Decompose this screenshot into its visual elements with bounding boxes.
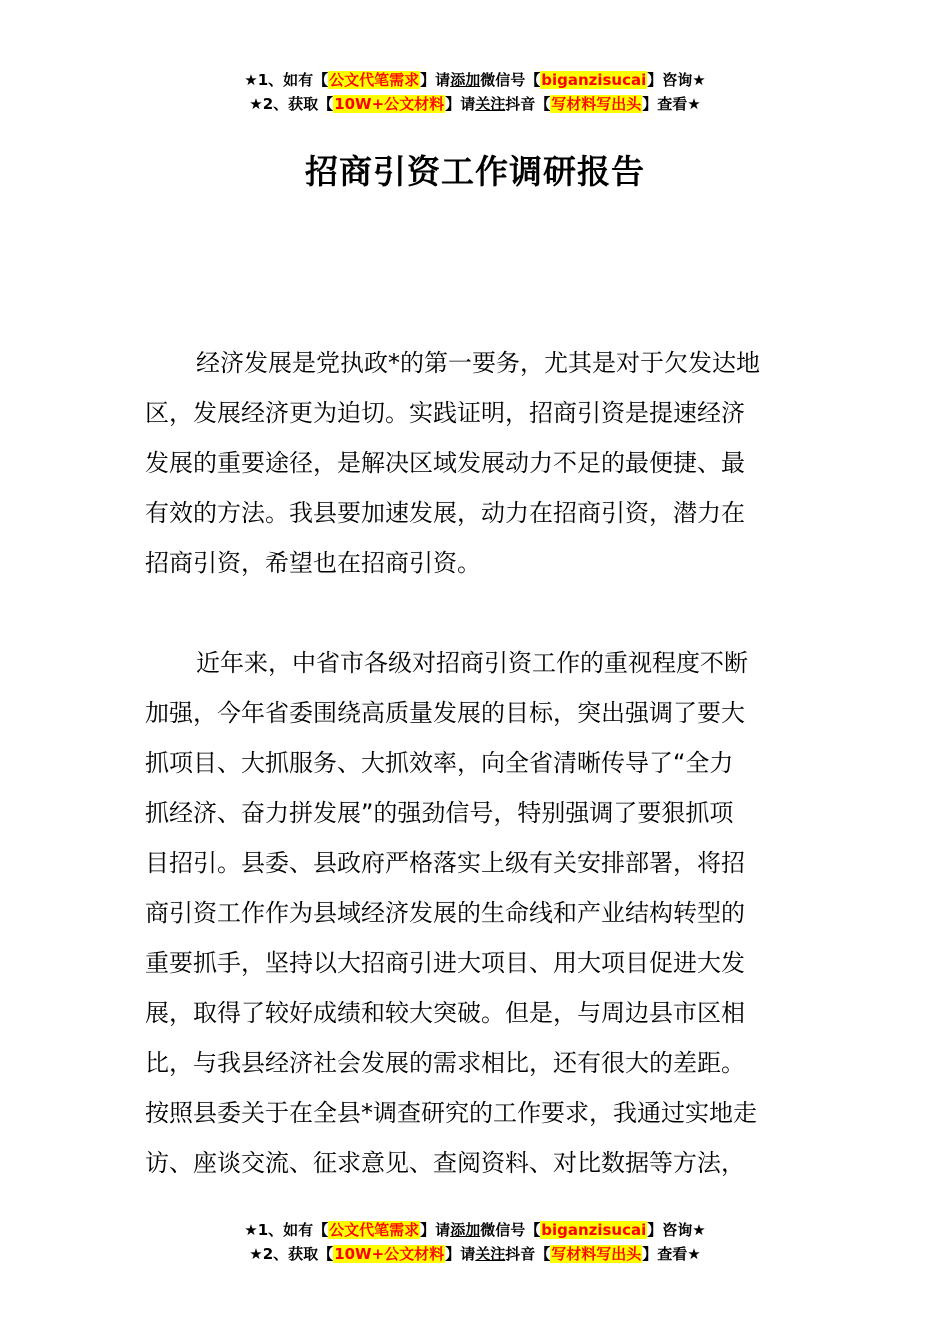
- banner-text: 】咨询★: [647, 71, 706, 89]
- paragraph-1: [145, 338, 807, 588]
- banner-text: ★1、如有【: [244, 1221, 329, 1239]
- banner-line-1: [0, 1218, 950, 1242]
- underlined-text: 关注: [475, 1245, 506, 1263]
- paragraph-line: 招商引资，希望也在招商引资。: [145, 549, 481, 577]
- banner-text: 】咨询★: [647, 1221, 706, 1239]
- underlined-text: 添加: [450, 1221, 481, 1239]
- banner-line-1: [0, 68, 950, 92]
- underlined-text: 添加: [450, 71, 481, 89]
- banner-text: 微信号【: [480, 71, 541, 89]
- paragraph-line: 商引资工作作为县域经济发展的生命线和产业结构转型的: [145, 899, 745, 927]
- paragraph-2: [145, 638, 807, 1188]
- paragraph-line: 访、座谈交流、征求意见、查阅资料、对比数据等方法，: [145, 1149, 745, 1177]
- paragraph-line: 区，发展经济更为迫切。实践证明，招商引资是提速经济: [145, 399, 745, 427]
- banner-text: 】请: [420, 71, 451, 89]
- highlight-douyin-account: 写材料写出头: [551, 95, 642, 113]
- banner-text: 】请: [445, 95, 476, 113]
- paragraph-line: 重要抓手，坚持以大招商引进大项目、用大项目促进大发: [145, 949, 745, 977]
- banner-text: 微信号【: [480, 1221, 541, 1239]
- banner-text: 】查看★: [642, 95, 701, 113]
- document-title: 招商引资工作调研报告: [305, 152, 645, 191]
- paragraph-line: 经济发展是党执政*的第一要务，尤其是对于欠发达地: [196, 349, 760, 377]
- highlight-wechat-id: biganzisucai: [541, 71, 647, 89]
- banner-text: ★2、获取【: [249, 1245, 334, 1263]
- highlight-service: 公文代笔需求: [329, 71, 420, 89]
- header-banner: [0, 68, 950, 116]
- banner-text: 】查看★: [642, 1245, 701, 1263]
- banner-line-2: [0, 92, 950, 116]
- paragraph-line: 近年来，中省市各级对招商引资工作的重视程度不断: [196, 649, 748, 677]
- banner-line-2: [0, 1242, 950, 1266]
- paragraph-line: 加强，今年省委围绕高质量发展的目标，突出强调了要大: [145, 699, 745, 727]
- highlight-douyin-account: 写材料写出头: [551, 1245, 642, 1263]
- banner-text: ★2、获取【: [249, 95, 334, 113]
- footer-banner: [0, 1218, 950, 1266]
- paragraph-line: 有效的方法。我县要加速发展，动力在招商引资，潜力在: [145, 499, 745, 527]
- underlined-text: 关注: [475, 95, 506, 113]
- banner-text: 抖音【: [505, 95, 551, 113]
- banner-text: 抖音【: [505, 1245, 551, 1263]
- banner-text: 】请: [420, 1221, 451, 1239]
- paragraph-line: 展，取得了较好成绩和较大突破。但是，与周边县市区相: [145, 999, 745, 1027]
- highlight-materials: 10W+公文材料: [334, 95, 445, 113]
- banner-text: ★1、如有【: [244, 71, 329, 89]
- paragraph-line: 发展的重要途径，是解决区域发展动力不足的最便捷、最: [145, 449, 745, 477]
- paragraph-line: 目招引。县委、县政府严格落实上级有关安排部署，将招: [145, 849, 745, 877]
- highlight-service: 公文代笔需求: [329, 1221, 420, 1239]
- highlight-wechat-id: biganzisucai: [541, 1221, 647, 1239]
- paragraph-line: 比，与我县经济社会发展的需求相比，还有很大的差距。: [145, 1049, 745, 1077]
- paragraph-line: 抓经济、奋力拼发展”的强劲信号，特别强调了要狠抓项: [145, 799, 734, 827]
- highlight-materials: 10W+公文材料: [334, 1245, 445, 1263]
- paragraph-line: 按照县委关于在全县*调查研究的工作要求，我通过实地走: [145, 1099, 757, 1127]
- paragraph-line: 抓项目、大抓服务、大抓效率，向全省清晰传导了“全力: [145, 749, 734, 777]
- banner-text: 】请: [445, 1245, 476, 1263]
